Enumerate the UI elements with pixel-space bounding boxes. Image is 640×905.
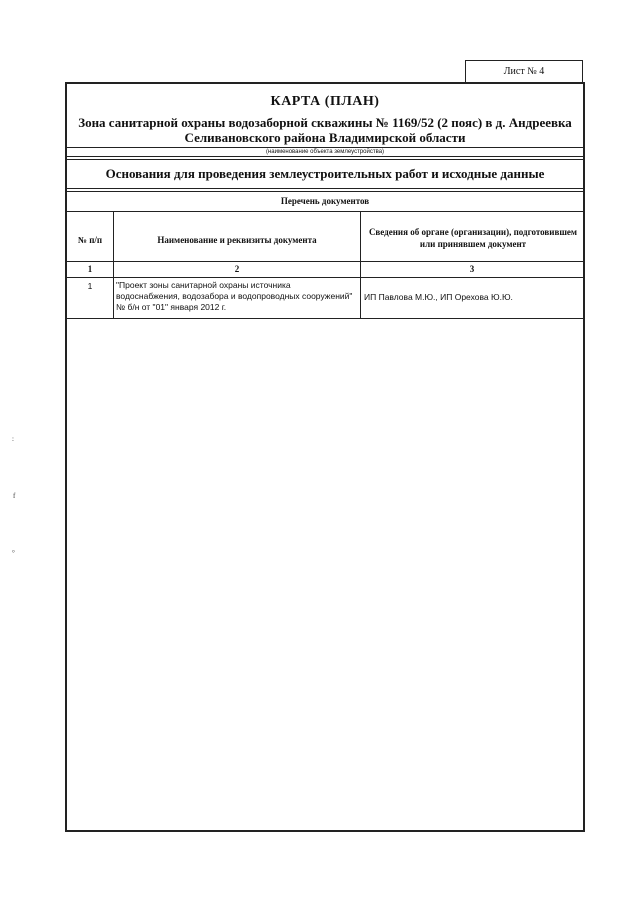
divider-section-bottom	[67, 191, 583, 192]
column-number-3: 3	[469, 264, 475, 274]
list-title: Перечень документов	[280, 196, 370, 206]
margin-mark: :	[12, 435, 14, 443]
divider-note-top	[67, 156, 583, 157]
divider-header	[67, 261, 583, 262]
divider-list	[67, 211, 583, 212]
divider-row	[67, 318, 583, 319]
margin-mark: °	[12, 549, 15, 557]
title-block	[67, 84, 583, 146]
section-title: Основания для проведения землеустроительных работ и исходные данные	[105, 166, 545, 181]
row-num: 1	[87, 281, 93, 291]
divider-note-bottom	[67, 159, 583, 160]
row-org: ИП Павлова М.Ю., ИП Орехова Ю.Ю.	[364, 292, 513, 302]
header-org: Сведения об органе (организации), подготовившем или принявшем документ	[368, 227, 578, 249]
divider-colnums	[67, 277, 583, 278]
column-number-1: 1	[87, 264, 93, 274]
object-name: Зона санитарной охраны водозаборной скважины № 1169/52 (2 пояс) в д. Андреевка Селивановского района Владимирской области	[78, 115, 572, 145]
header-num: № п/п	[77, 235, 103, 245]
document-frame	[65, 82, 585, 832]
column-number-2: 2	[234, 264, 240, 274]
divider-section-top	[67, 188, 583, 189]
object-note: (наименование объекта землеустройства)	[265, 149, 385, 155]
header-doc-name: Наименование и реквизиты документа	[157, 235, 317, 245]
sheet-number-box	[465, 60, 583, 82]
sheet-number-label: Лист № 4	[503, 66, 545, 77]
document-title: КАРТА (ПЛАН)	[270, 94, 380, 109]
margin-mark: f	[13, 492, 16, 500]
row-doc-name: "Проект зоны санитарной охраны источника водоснабжения, водозабора и водопроводных сооружений" № б/н от "01" января 2012 г.	[116, 280, 353, 312]
